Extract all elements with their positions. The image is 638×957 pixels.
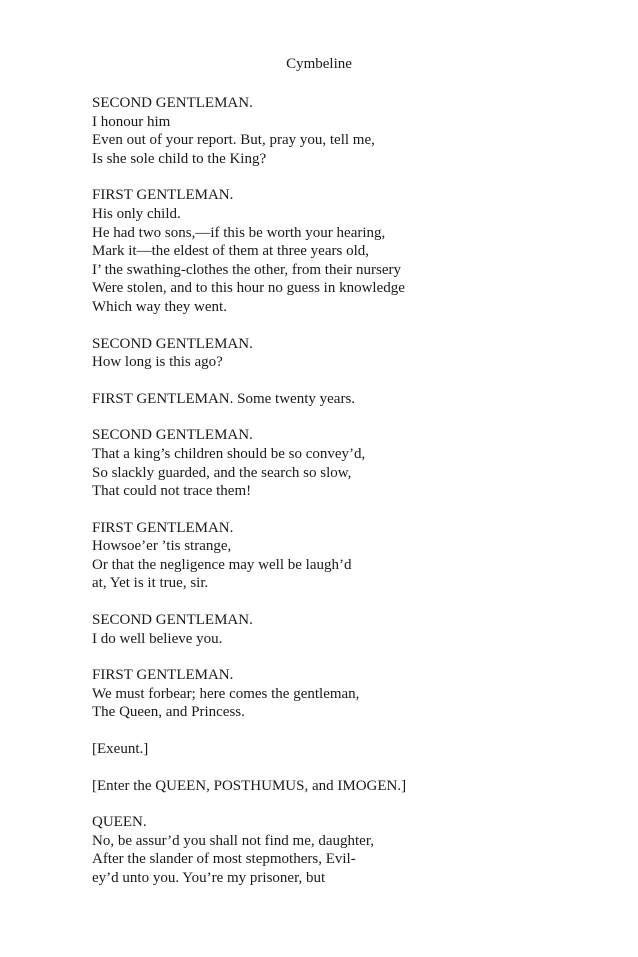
- dialogue-line: That could not trace them!: [92, 483, 252, 500]
- speaker-name: SECOND GENTLEMAN.: [92, 427, 253, 444]
- dialogue-line: Is she sole child to the King?: [92, 150, 267, 167]
- dialogue-line: After the slander of most stepmothers, Evil-: [92, 851, 356, 868]
- dialogue-line: I’ the swathing-clothes the other, from their nursery: [92, 261, 402, 278]
- dialogue-line: How long is this ago?: [92, 354, 223, 371]
- speaker-name: SECOND GENTLEMAN.: [92, 335, 253, 352]
- speech-block: [92, 426, 592, 500]
- speaker-name: QUEEN.: [92, 814, 147, 831]
- dialogue-line: Even out of your report. But, pray you, tell me,: [92, 132, 375, 149]
- speech-block: [92, 390, 592, 409]
- dialogue-line: I honour him: [92, 113, 171, 130]
- speaker-name: FIRST GENTLEMAN.: [92, 667, 234, 684]
- stage-direction-line: [Enter the QUEEN, POSTHUMUS, and IMOGEN.]: [92, 777, 407, 794]
- speaker-name: SECOND GENTLEMAN.: [92, 612, 253, 629]
- speech-block: [92, 186, 592, 316]
- dialogue-line: I do well believe you.: [92, 630, 223, 647]
- play-text: [92, 94, 592, 906]
- dialogue-line: No, be assur’d you shall not find me, daughter,: [92, 832, 374, 849]
- speech-block: [92, 666, 592, 722]
- dialogue-line: Were stolen, and to this hour no guess in knowledge: [92, 280, 405, 297]
- speaker-name: FIRST GENTLEMAN.: [92, 519, 234, 536]
- dialogue-line: Mark it—the eldest of them at three years old,: [92, 243, 369, 260]
- stage-direction: [92, 777, 592, 796]
- speech-block: [92, 611, 592, 648]
- speech-block: [92, 519, 592, 593]
- speech-block: [92, 813, 592, 887]
- dialogue-line: We must forbear; here comes the gentleman,: [92, 685, 360, 702]
- speaker-name: SECOND GENTLEMAN.: [92, 95, 253, 111]
- running-title: Cymbeline: [286, 56, 352, 72]
- dialogue-line: So slackly guarded, and the search so slow,: [92, 464, 352, 481]
- speaker-line: FIRST GENTLEMAN. Some twenty years.: [92, 390, 356, 407]
- dialogue-line: The Queen, and Princess.: [92, 704, 245, 721]
- dialogue-line: ey’d unto you. You’re my prisoner, but: [92, 870, 326, 886]
- speech-block: [92, 335, 592, 372]
- stage-direction-line: [Exeunt.]: [92, 741, 149, 758]
- dialogue-line: His only child.: [92, 205, 181, 222]
- speech-block: [92, 94, 592, 168]
- speaker-name: FIRST GENTLEMAN.: [92, 187, 234, 204]
- dialogue-line: at, Yet is it true, sir.: [92, 575, 209, 592]
- dialogue-line: That a king’s children should be so convey’d,: [92, 445, 366, 462]
- dialogue-line: He had two sons,—if this be worth your hearing,: [92, 224, 386, 241]
- dialogue-line: Or that the negligence may well be laugh’d: [92, 556, 352, 573]
- dialogue-line: Howsoe’er ’tis strange,: [92, 538, 232, 555]
- stage-direction: [92, 740, 592, 759]
- dialogue-line: Which way they went.: [92, 298, 227, 315]
